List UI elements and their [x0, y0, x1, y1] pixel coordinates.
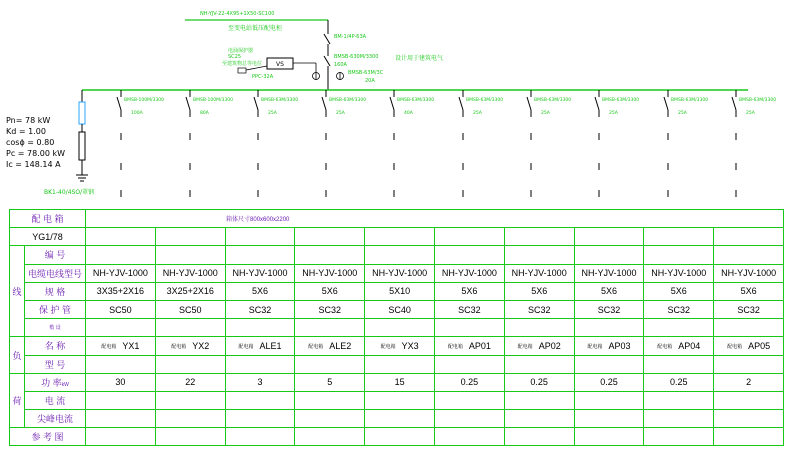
- row-label-spec: 规 格: [25, 282, 86, 300]
- vs-box-label: VS: [276, 61, 284, 68]
- spec-cell: 3X25+2X16: [155, 282, 225, 300]
- group-label-load2: 荷: [10, 373, 25, 428]
- branch-breaker-label: BMSB-63M/3300: [261, 98, 299, 103]
- empty-cell: [295, 391, 365, 409]
- cable-type-cell: NH-YJV-1000: [86, 264, 156, 282]
- empty-cell: [295, 355, 365, 373]
- branch-breaker-rating: 40A: [404, 111, 413, 116]
- spec-cell: 5X6: [574, 282, 644, 300]
- table-row: [10, 373, 784, 391]
- param-kd: Kd = 1.00: [6, 127, 46, 136]
- empty-cell: [714, 228, 784, 246]
- power-cell: 0.25: [644, 373, 714, 391]
- conduit-cell: SC32: [295, 300, 365, 318]
- spd-breaker-label: BMSB-63M/3C: [348, 70, 384, 76]
- load-name: AP02: [538, 340, 561, 351]
- table-row: [10, 428, 784, 446]
- empty-cell: [365, 355, 435, 373]
- power-cell: 0.25: [435, 373, 505, 391]
- empty-cell: [295, 246, 365, 264]
- row-label-seq: 编 号: [25, 246, 86, 264]
- conduit-cell: SC32: [714, 300, 784, 318]
- load-name: YX2: [192, 340, 210, 351]
- row-label-power: [25, 373, 86, 391]
- conduit-cell: SC32: [644, 300, 714, 318]
- empty-cell: [86, 391, 156, 409]
- branch-breaker-label: BMSB-100M/3300: [124, 98, 164, 103]
- empty-cell: [86, 228, 156, 246]
- cable-type-cell: NH-YJV-1000: [435, 264, 505, 282]
- empty-cell: [365, 228, 435, 246]
- empty-cell: [574, 355, 644, 373]
- empty-cell: [295, 319, 365, 337]
- branch-breaker-rating: 25A: [336, 111, 345, 116]
- empty-cell: [225, 228, 295, 246]
- empty-cell: [574, 246, 644, 264]
- table-row: [10, 337, 784, 355]
- switch-label: BM-1/4P-63A: [334, 34, 367, 40]
- empty-cell: [86, 428, 156, 446]
- empty-cell: [365, 246, 435, 264]
- branch-breaker-label: BMSB-63M/3300: [397, 98, 435, 103]
- single-line-diagram: [0, 0, 792, 205]
- spd-note-2: SC25: [228, 54, 242, 60]
- cable-type-cell: NH-YJV-1000: [504, 264, 574, 282]
- row-label-peak: 尖峰电流: [25, 410, 86, 428]
- empty-cell: [644, 428, 714, 446]
- conduit-cell: SC32: [225, 300, 295, 318]
- empty-cell: [574, 228, 644, 246]
- empty-cell: [86, 355, 156, 373]
- right-note: 设计用于建筑电气: [395, 55, 444, 62]
- ppc-label: PPC-32A: [252, 74, 274, 80]
- isolator-switch: [324, 34, 330, 44]
- group-label-line: 线: [10, 246, 25, 337]
- spec-cell: 5X6: [504, 282, 574, 300]
- power-cell: 30: [86, 373, 156, 391]
- conduit-cell: SC32: [504, 300, 574, 318]
- empty-cell: [225, 319, 295, 337]
- name-prefix: 配电箱: [101, 344, 117, 351]
- branch-breaker-symbol: [390, 97, 394, 110]
- load-name: AP04: [678, 340, 701, 351]
- empty-cell: [644, 319, 714, 337]
- load-name-cell: [435, 337, 505, 355]
- empty-cell: [574, 319, 644, 337]
- empty-cell: [86, 410, 156, 428]
- power-unit: kW: [61, 381, 69, 388]
- empty-cell: [644, 355, 714, 373]
- spec-cell: 5X6: [714, 282, 784, 300]
- branch-breaker-rating: 25A: [541, 111, 550, 116]
- branch-breaker-symbol: [664, 97, 668, 110]
- load-name: AP03: [608, 340, 631, 351]
- empty-cell: [86, 246, 156, 264]
- empty-cell: [155, 428, 225, 446]
- empty-cell: [365, 391, 435, 409]
- table-row: [10, 246, 784, 264]
- power-cell: 3: [225, 373, 295, 391]
- branch-breaker-rating: 100A: [131, 111, 143, 116]
- spec-cell: 5X10: [365, 282, 435, 300]
- branch-breaker-label: BMSB-63M/3300: [534, 98, 572, 103]
- param-pc: Pc = 78.00 kW: [6, 149, 65, 158]
- main-breaker-rating: 160A: [334, 62, 347, 68]
- branch-breaker-rating: 25A: [746, 111, 755, 116]
- load-name-cell: [714, 337, 784, 355]
- branch-breaker-rating: 25A: [678, 111, 687, 116]
- param-pn: Pn= 78 kW: [6, 116, 51, 125]
- conduit-cell: SC32: [435, 300, 505, 318]
- name-prefix: 配电箱: [447, 344, 463, 351]
- empty-cell: [86, 319, 156, 337]
- empty-cell: [435, 319, 505, 337]
- empty-cell: [504, 246, 574, 264]
- spd-note-3: 至建筑物总等电位: [222, 61, 263, 67]
- cable-type-cell: NH-YJV-1000: [714, 264, 784, 282]
- empty-cell: [225, 410, 295, 428]
- conduit-cell: SC32: [574, 300, 644, 318]
- meter-icon: [79, 132, 85, 160]
- empty-cell: [155, 228, 225, 246]
- name-prefix: 配电箱: [657, 344, 673, 351]
- load-name-cell: [504, 337, 574, 355]
- empty-cell: [155, 410, 225, 428]
- power-cell: 0.25: [504, 373, 574, 391]
- source-label: 至变电站低压配电柜: [228, 25, 283, 32]
- load-name: YX3: [401, 340, 419, 351]
- empty-cell: [155, 319, 225, 337]
- name-prefix: 配电箱: [171, 344, 187, 351]
- group-label-load1: 负: [10, 337, 25, 373]
- empty-cell: [295, 410, 365, 428]
- empty-cell: [504, 228, 574, 246]
- row-label-ref: 参 考 图: [10, 428, 86, 446]
- branch-breaker-rating: 80A: [200, 111, 209, 116]
- branch-breaker-label: BMSB-63M/3300: [671, 98, 709, 103]
- empty-cell: [295, 428, 365, 446]
- empty-cell: [435, 428, 505, 446]
- load-name-cell: [225, 337, 295, 355]
- branch-breaker-label: BMSB-63M/3300: [466, 98, 504, 103]
- branch-breaker-symbol: [322, 97, 326, 110]
- empty-cell: [714, 410, 784, 428]
- load-name-cell: [86, 337, 156, 355]
- power-cell: 2: [714, 373, 784, 391]
- cable-type-cell: NH-YJV-1000: [155, 264, 225, 282]
- empty-cell: [365, 319, 435, 337]
- empty-cell: [504, 391, 574, 409]
- table-row: [10, 410, 784, 428]
- load-name: AP01: [468, 340, 491, 351]
- distribution-table: [9, 209, 784, 446]
- empty-cell: [644, 391, 714, 409]
- power-cell: 0.25: [574, 373, 644, 391]
- empty-cell: [435, 391, 505, 409]
- row-label-model: 型 号: [25, 355, 86, 373]
- param-ic: Ic = 148.14 A: [6, 160, 61, 169]
- box-dimensions: 箱体尺寸800x600x2200: [86, 210, 784, 228]
- name-prefix: 配电箱: [727, 344, 743, 351]
- table-row: [10, 264, 784, 282]
- spec-cell: 5X6: [225, 282, 295, 300]
- empty-cell: [644, 246, 714, 264]
- load-name: ALE2: [329, 340, 352, 351]
- conduit-cell: SC50: [86, 300, 156, 318]
- branch-breaker-symbol: [459, 97, 463, 110]
- table-row: [10, 355, 784, 373]
- empty-cell: [714, 355, 784, 373]
- param-cos: cosϕ = 0.80: [6, 138, 55, 147]
- empty-cell: [644, 228, 714, 246]
- cable-type-cell: NH-YJV-1000: [225, 264, 295, 282]
- name-prefix: 配电箱: [238, 344, 254, 351]
- empty-cell: [225, 246, 295, 264]
- load-name: AP05: [748, 340, 771, 351]
- incoming-cable-label: NH-YJV-22-4X95+1X50-SC100: [200, 11, 275, 17]
- cable-type-cell: NH-YJV-1000: [574, 264, 644, 282]
- empty-cell: [574, 391, 644, 409]
- cable-type-cell: NH-YJV-1000: [295, 264, 365, 282]
- empty-cell: [435, 355, 505, 373]
- branch-breaker-rating: 25A: [268, 111, 277, 116]
- branch-breaker-label: BMSB-100M/3300: [193, 98, 233, 103]
- row-label-name: 名 称: [25, 337, 86, 355]
- empty-cell: [435, 410, 505, 428]
- table-row: [10, 391, 784, 409]
- empty-cell: [504, 410, 574, 428]
- name-prefix: 配电箱: [517, 344, 533, 351]
- load-name: YX1: [122, 340, 140, 351]
- meter-label: BK1-40/4SO/罩钢: [44, 189, 95, 196]
- power-cell: 15: [365, 373, 435, 391]
- branch-breaker-symbol: [595, 97, 599, 110]
- load-name-cell: [155, 337, 225, 355]
- empty-cell: [225, 428, 295, 446]
- empty-cell: [365, 428, 435, 446]
- load-parameters: [6, 115, 65, 170]
- row-label-cable: 电缆电线型号: [25, 264, 86, 282]
- spec-cell: 5X6: [644, 282, 714, 300]
- table-row: [10, 319, 784, 337]
- row-label-route: 敷 设: [25, 319, 86, 337]
- empty-cell: [714, 391, 784, 409]
- power-cell: 22: [155, 373, 225, 391]
- main-breaker-label: BMSB-630M/3300: [334, 54, 379, 60]
- empty-cell: [504, 428, 574, 446]
- empty-cell: [295, 228, 365, 246]
- empty-cell: [574, 410, 644, 428]
- table-row: [10, 282, 784, 300]
- load-name-cell: [644, 337, 714, 355]
- branch-breaker-symbol: [254, 97, 258, 110]
- power-cell: 5: [295, 373, 365, 391]
- ground-box-icon: [238, 68, 246, 73]
- branch-breaker-symbol: [527, 97, 531, 110]
- branch-breaker-symbol: [117, 97, 121, 110]
- load-name: ALE1: [259, 340, 282, 351]
- cable-type-cell: NH-YJV-1000: [644, 264, 714, 282]
- branch-breaker-rating: 25A: [609, 111, 618, 116]
- empty-cell: [574, 428, 644, 446]
- empty-cell: [504, 355, 574, 373]
- empty-cell: [155, 246, 225, 264]
- empty-cell: [155, 391, 225, 409]
- name-prefix: 配电箱: [380, 344, 396, 351]
- spec-cell: 3X35+2X16: [86, 282, 156, 300]
- branch-breaker-label: BMSB-63M/3300: [329, 98, 367, 103]
- row-label-conduit: 保 护 管: [25, 300, 86, 318]
- empty-cell: [714, 246, 784, 264]
- name-prefix: 配电箱: [308, 344, 324, 351]
- row-label-current: 电 流: [25, 391, 86, 409]
- conduit-cell: SC40: [365, 300, 435, 318]
- empty-cell: [155, 355, 225, 373]
- spec-cell: 5X6: [435, 282, 505, 300]
- main-breaker-symbol: [324, 56, 330, 66]
- load-name-cell: [295, 337, 365, 355]
- name-prefix: 配电箱: [587, 344, 603, 351]
- branch-breaker-symbol: [732, 97, 736, 110]
- empty-cell: [365, 410, 435, 428]
- branch-breaker-label: BMSB-63M/3300: [602, 98, 640, 103]
- box-id: YG1/78: [10, 228, 86, 246]
- branch-circuits: [117, 90, 776, 197]
- fuse-icon: [79, 102, 85, 124]
- empty-cell: [714, 428, 784, 446]
- spec-cell: 5X6: [295, 282, 365, 300]
- branch-breaker-rating: 25A: [473, 111, 482, 116]
- load-name-cell: [574, 337, 644, 355]
- conduit-cell: SC50: [155, 300, 225, 318]
- empty-cell: [435, 246, 505, 264]
- table-title: 配 电 箱: [10, 210, 86, 228]
- empty-cell: [644, 410, 714, 428]
- spd-note-1: 电涌保护器: [228, 48, 254, 54]
- empty-cell: [504, 319, 574, 337]
- branch-breaker-label: BMSB-63M/3300: [739, 98, 777, 103]
- empty-cell: [225, 391, 295, 409]
- table-row: [10, 210, 784, 228]
- cable-type-cell: NH-YJV-1000: [365, 264, 435, 282]
- table-row: [10, 300, 784, 318]
- empty-cell: [435, 228, 505, 246]
- empty-cell: [225, 355, 295, 373]
- table-row: [10, 228, 784, 246]
- spd-rating: 20A: [365, 78, 375, 84]
- empty-cell: [714, 319, 784, 337]
- branch-breaker-symbol: [186, 97, 190, 110]
- power-label: 功 率: [41, 377, 62, 388]
- load-name-cell: [365, 337, 435, 355]
